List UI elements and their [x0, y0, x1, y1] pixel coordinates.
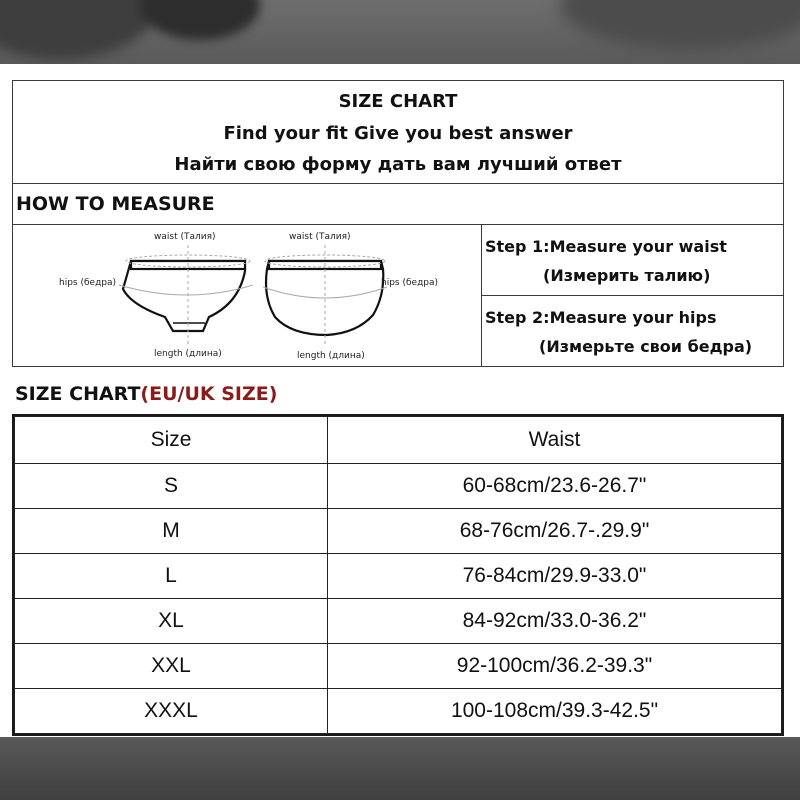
size-cell: XXL: [15, 644, 328, 689]
step-2-text: Step 2:Measure your hips: [485, 308, 717, 327]
step-2: [481, 296, 783, 366]
top-photo-band: [0, 0, 800, 64]
table-row: [15, 509, 782, 554]
table-row: [15, 689, 782, 734]
waist-cell: 76-84cm/29.9-33.0": [328, 554, 782, 599]
diagram-length-label: length (длина): [154, 349, 222, 359]
waist-cell: 68-76cm/26.7-.29.9": [328, 509, 782, 554]
table-row: [15, 464, 782, 509]
table-row: [15, 554, 782, 599]
underwear-diagram-icon: [13, 225, 481, 366]
waist-cell: 92-100cm/36.2-39.3": [328, 644, 782, 689]
size-chart-region: (EU/UK SIZE): [140, 383, 278, 405]
measurement-diagram: [13, 225, 482, 366]
column-header-size: Size: [15, 417, 328, 464]
diagram-hips-label: hips (бедра): [381, 278, 439, 288]
how-to-measure-panel: [12, 224, 784, 367]
size-cell: S: [15, 464, 328, 509]
fabric-shadow: [560, 0, 800, 50]
how-to-measure-title: HOW TO MEASURE: [12, 184, 784, 225]
step-2-text-ru: (Измерьте свои бедра): [539, 337, 753, 356]
column-header-waist: Waist: [328, 417, 782, 464]
size-chart-title-text: SIZE CHART: [15, 383, 141, 405]
table-row: [15, 599, 782, 644]
size-cell: M: [15, 509, 328, 554]
page-title: SIZE CHART: [338, 91, 458, 112]
fabric-shadow: [140, 0, 260, 40]
size-chart-title: [12, 374, 312, 414]
table-header-row: [15, 417, 782, 464]
size-chart-header: [12, 80, 784, 184]
page-subtitle: Find your fit Give you best answer: [223, 123, 573, 144]
waist-cell: 100-108cm/39.3-42.5": [328, 689, 782, 734]
table-row: [15, 644, 782, 689]
fabric-shadow: [0, 0, 160, 60]
size-table: [12, 414, 784, 736]
size-cell: L: [15, 554, 328, 599]
diagram-length-label: length (длина): [297, 351, 365, 361]
waist-cell: 84-92cm/33.0-36.2": [328, 599, 782, 644]
size-cell: XXXL: [15, 689, 328, 734]
size-cell: XL: [15, 599, 328, 644]
diagram-waist-label: waist (Талия): [154, 232, 216, 242]
diagram-hips-label: hips (бедра): [59, 278, 117, 288]
waist-cell: 60-68cm/23.6-26.7": [328, 464, 782, 509]
step-1-text-ru: (Измерить талию): [543, 266, 711, 285]
step-1: [481, 225, 783, 296]
bottom-photo-band: [0, 737, 800, 800]
page-subtitle-ru: Найти свою форму дать вам лучший ответ: [174, 154, 622, 175]
step-1-text: Step 1:Measure your waist: [485, 237, 727, 256]
diagram-waist-label: waist (Талия): [289, 232, 351, 242]
